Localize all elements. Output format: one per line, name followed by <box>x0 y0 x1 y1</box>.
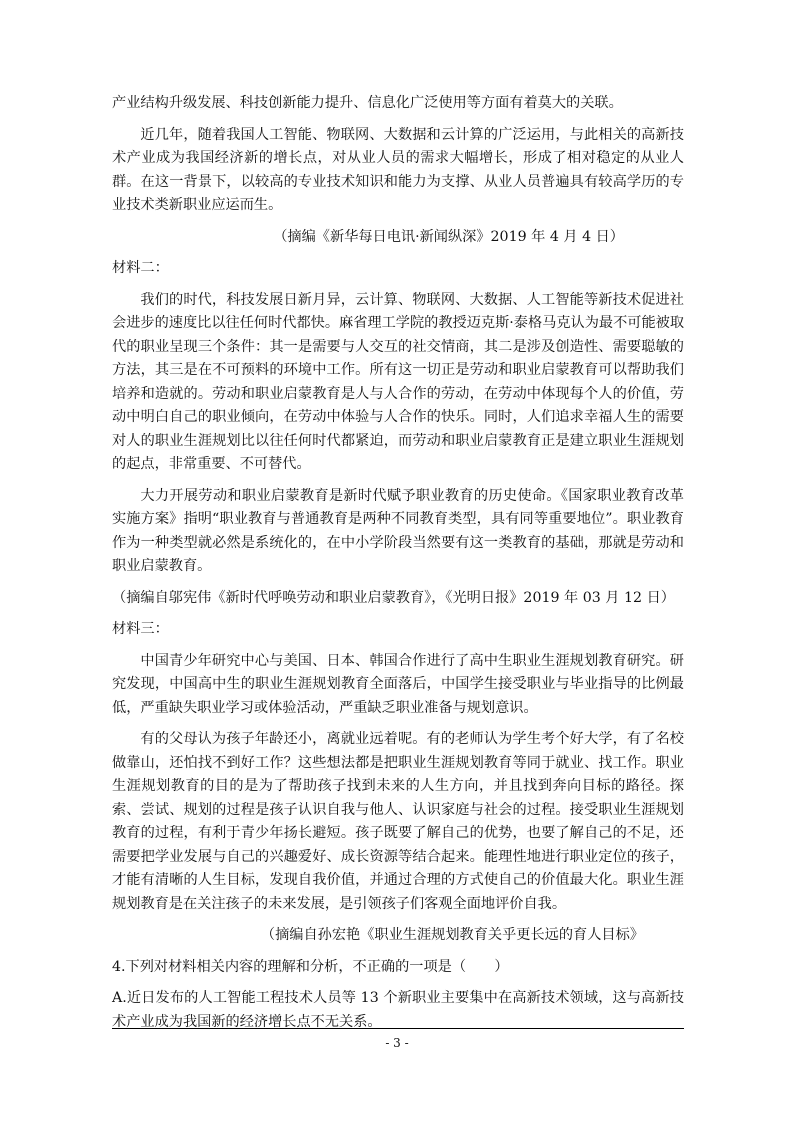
paragraph-continuation: 产业结构升级发展、科技创新能力提升、信息化广泛使用等方面有着莫大的关联。 <box>112 95 623 111</box>
section-heading: 材料二： <box>112 260 169 276</box>
question-stem: 4.下列对材料相关内容的理解和分析，不正确的一项是（ ） <box>112 958 509 975</box>
document-page <box>112 92 684 1034</box>
section-heading: 材料三： <box>112 621 169 637</box>
answer-option-a: A.近日发布的人工智能工程技术人员等 13 个新职业主要集中在高新技术领域，这与高新技术产业成为我国新的经济增长点不无关系。 <box>112 990 684 1030</box>
paragraph-body: 近几年，随着我国人工智能、物联网、大数据和云计算的广泛运用，与此相关的高新技术产业成为我国经济新的增长点，对从业人员的需求大幅增长，形成了相对稳定的从业人群。在这一背景下，以较高的专业技术知识和能力为支撑、从业人员普遍具有较高学历的专业技术类新职业应运而生。 <box>112 126 684 213</box>
paragraph-body: 大力开展劳动和职业启蒙教育是新时代赋予职业教育的历史使命。《国家职业教育改革实施方案》指明“职业教育与普通教育是两种不同教育类型，具有同等重要地位”。职业教育作为一种类型就必然是系统化的，在中小学阶段当然要有这一类教育的基础，那就是劳动和职业启蒙教育。 <box>112 487 684 574</box>
source-citation: （摘编《新华每日电讯·新闻纵深》2019 年 4 月 4 日） <box>273 228 624 245</box>
source-citation: （摘编自孙宏艳《职业生涯规划教育关乎更长远的育人目标》 <box>260 927 644 943</box>
footer-divider <box>112 1028 684 1029</box>
page-number: - 3 - <box>385 1036 409 1050</box>
paragraph-body: 有的父母认为孩子年龄还小，离就业远着呢。有的老师认为学生考个好大学，有了名校做靠山，还怕找不到好工作？这些想法都是把职业生涯规划教育等同于就业、找工作。职业生涯规划教育的目的是为了帮助孩子找到未来的人生方向，并且找到奔向目标的路径。探索、尝试、规划的过程是孩子认识自我与他人、认识家庭与社会的过程。接受职业生涯规划教育的过程，有利于青少年扬长避短。孩子既要了解自己的优势，也要了解自己的不足，还需要把学业发展与自己的兴趣爱好、成长资源等结合起来。能理性地进行职业定位的孩子，才能有清晰的人生目标，发现自我价值，并通过合理的方式使自己的价值最大化。职业生涯规划教育是在关注孩子的未来发展，是引领孩子们客观全面地评价自我。 <box>112 731 684 912</box>
paragraph-body: 中国青少年研究中心与美国、日本、韩国合作进行了高中生职业生涯规划教育研究。研究发现，中国高中生的职业生涯规划教育全面落后，中国学生接受职业与毕业指导的比例最低，严重缺失职业学习或体验活动，严重缺乏职业准备与规划意识。 <box>112 652 684 716</box>
paragraph-body: 我们的时代，科技发展日新月异，云计算、物联网、大数据、人工智能等新技术促进社会进步的速度比以往任何时代都快。麻省理工学院的教授迈克斯·泰格马克认为最不可能被取代的职业呈现三个条件：其一是需要与人交互的社交情商，其二是涉及创造性、需要聪敏的方法，其三是在不可预料的环境中工作。所有这一切正是劳动和职业启蒙教育可以帮助我们培养和造就的。劳动和职业启蒙教育是人与人合作的劳动，在劳动中体现每个人的价值，劳动中明白自己的职业倾向，在劳动中体验与人合作的快乐。同时，人们追求幸福人生的需要对人的职业生涯规划比以往任何时代都紧迫，而劳动和职业启蒙教育正是建立职业生涯规划的起点，非常重要、不可替代。 <box>112 291 685 472</box>
source-citation: （摘编自邬宪伟《新时代呼唤劳动和职业启蒙教育》，《光明日报》2019 年 03 月 12 日） <box>112 589 675 606</box>
